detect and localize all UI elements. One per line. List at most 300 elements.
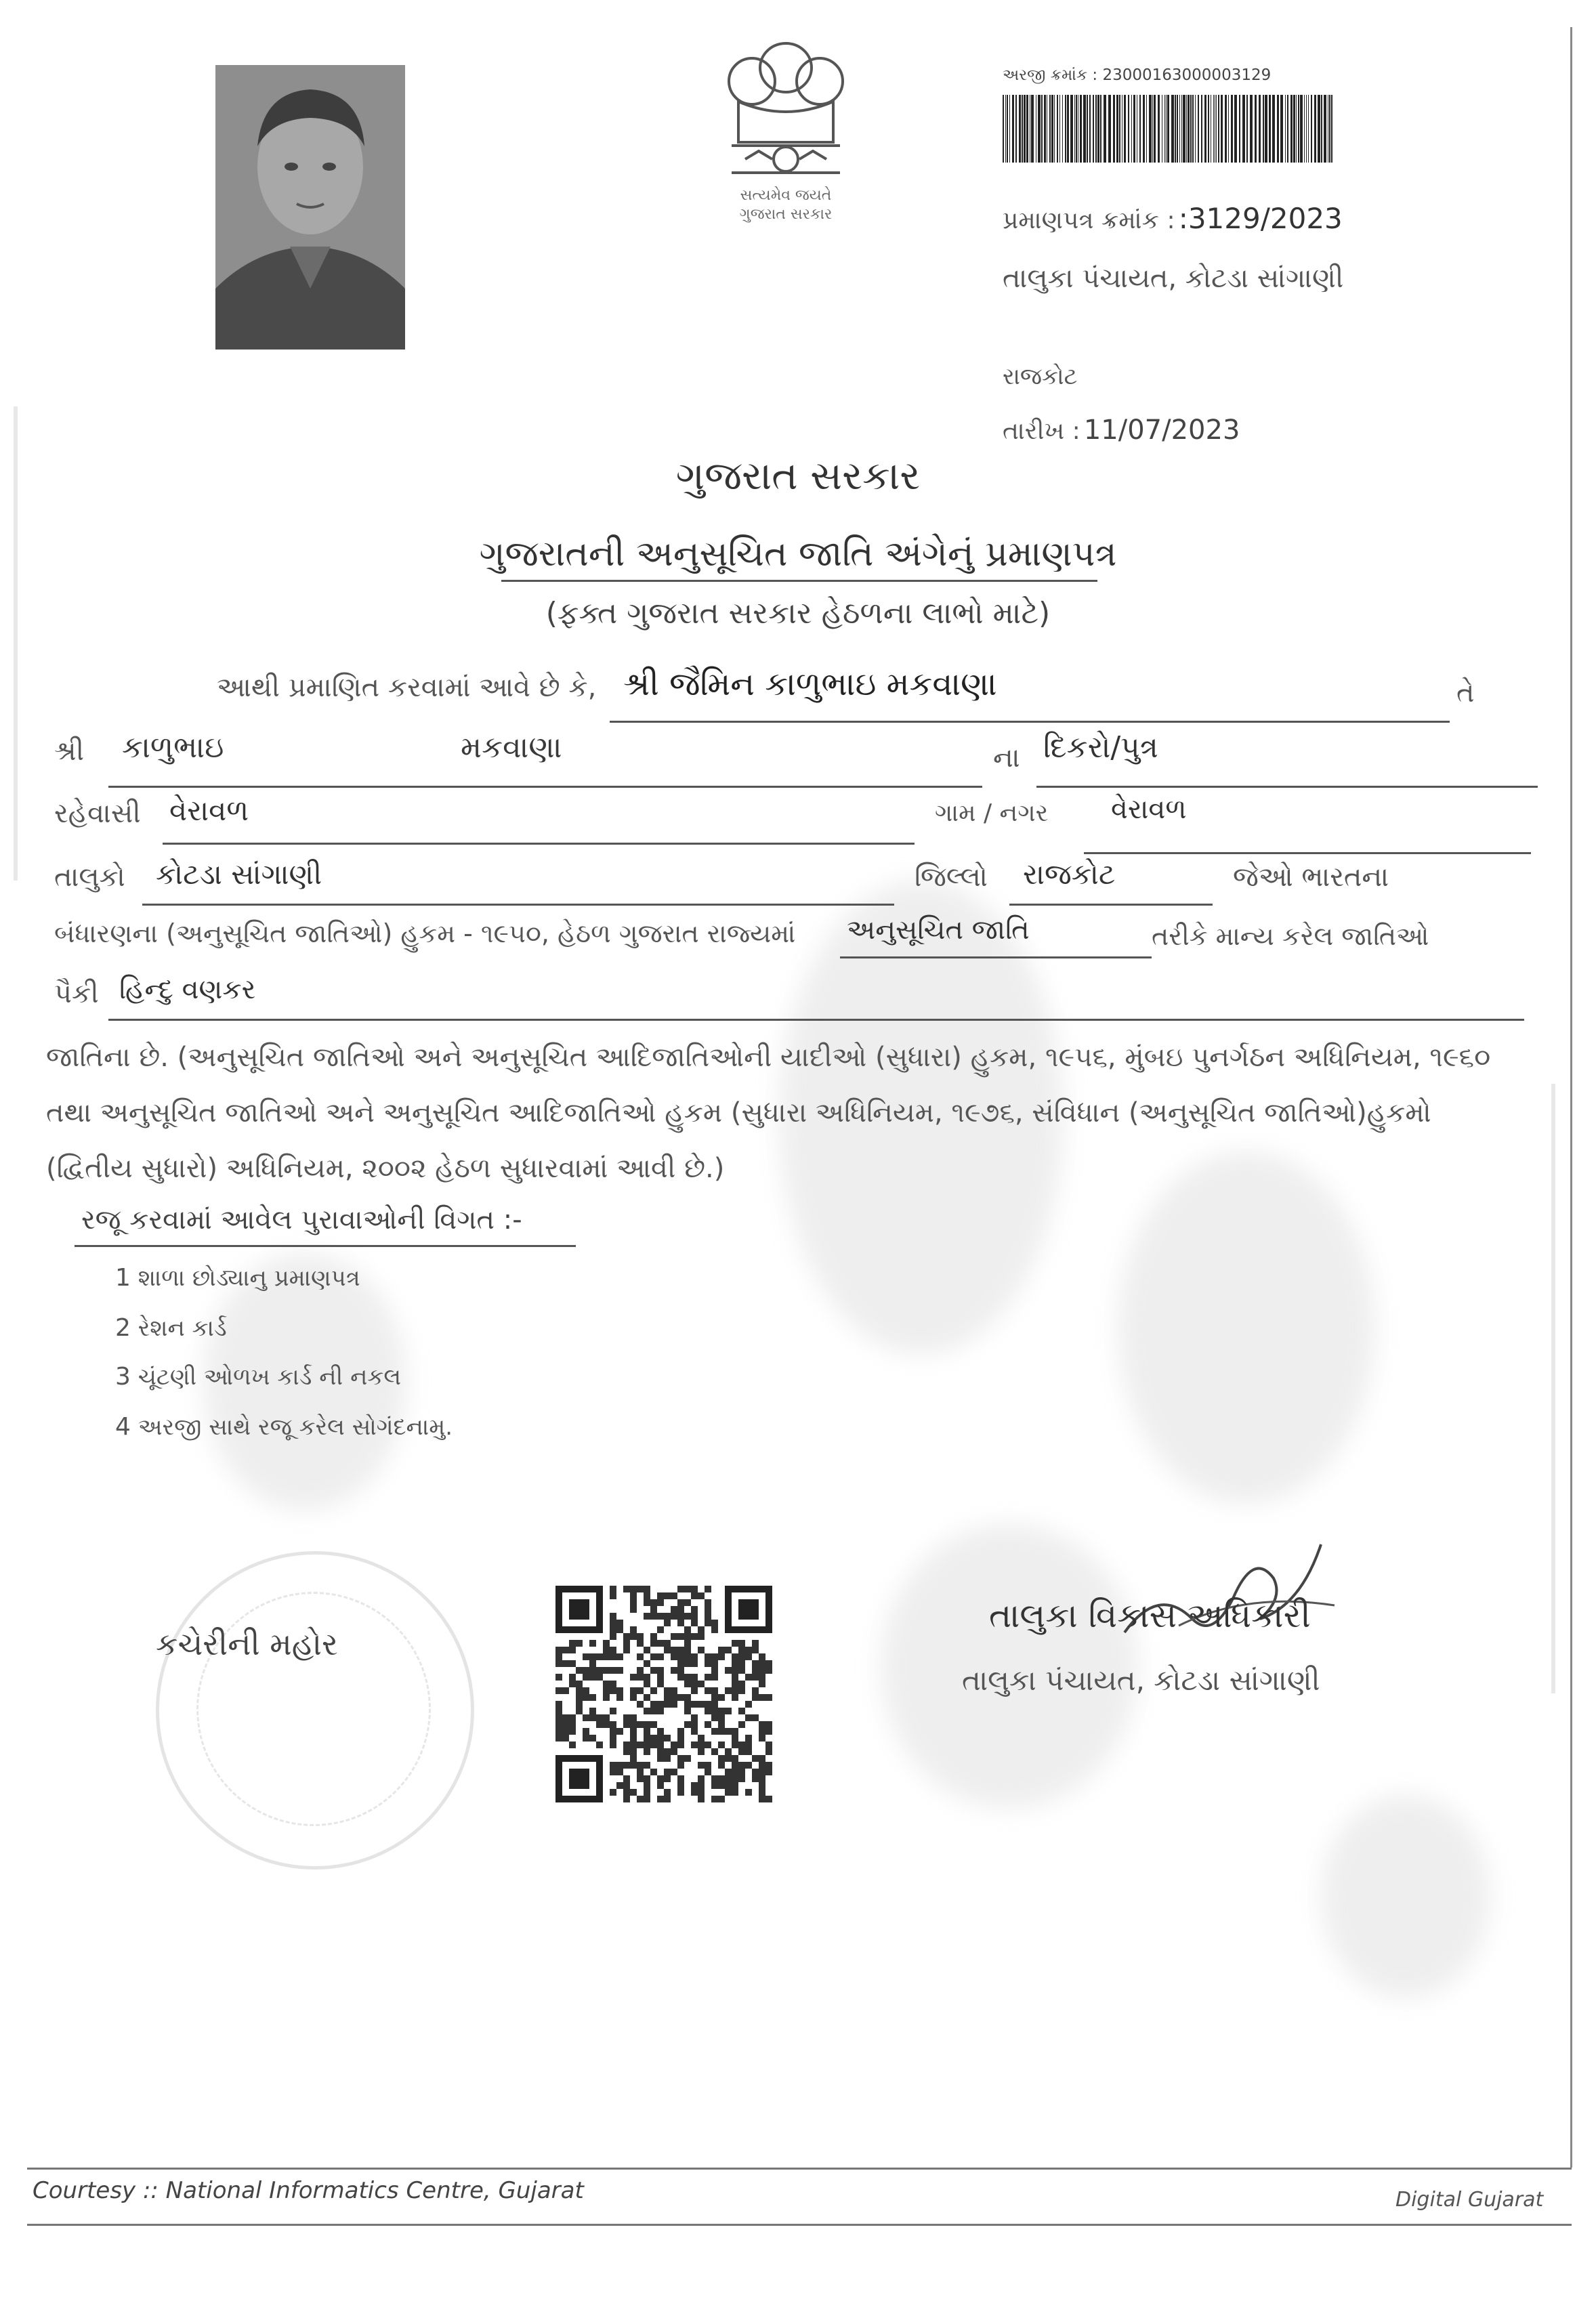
barcode-bar <box>1225 95 1227 163</box>
barcode-bar <box>1177 95 1178 163</box>
evidence-item-text: અરજી સાથે રજૂ કરેલ સોગંદનામુ. <box>138 1414 453 1441</box>
qr-module <box>569 1742 576 1748</box>
barcode-bar <box>1070 95 1073 163</box>
qr-module <box>589 1653 596 1660</box>
qr-module <box>718 1775 725 1782</box>
qr-module <box>671 1742 677 1748</box>
barcode-bar <box>1097 95 1099 163</box>
qr-module <box>555 1653 562 1660</box>
qr-module <box>698 1789 705 1796</box>
qr-module <box>644 1674 650 1681</box>
qr-module <box>765 1762 772 1769</box>
qr-module <box>583 1735 589 1742</box>
qr-module <box>745 1742 752 1748</box>
qr-module <box>698 1647 705 1653</box>
qr-module <box>589 1674 596 1681</box>
qr-module <box>732 1755 738 1762</box>
village-label: ગામ / નગર <box>935 799 1049 827</box>
qr-module <box>589 1694 596 1701</box>
qr-module <box>630 1755 637 1762</box>
qr-module <box>650 1613 657 1620</box>
qr-module <box>752 1687 759 1694</box>
qr-module <box>671 1701 677 1708</box>
qr-module <box>555 1660 562 1667</box>
qr-module <box>759 1681 765 1687</box>
qr-module <box>610 1647 616 1653</box>
applicant-name-underline <box>610 721 1450 723</box>
qr-module <box>705 1701 711 1708</box>
district-value: રાજકોટ <box>1023 858 1116 891</box>
title-underline <box>501 580 1097 582</box>
qr-module <box>691 1782 698 1789</box>
qr-module <box>596 1653 603 1660</box>
qr-module <box>644 1782 650 1789</box>
barcode-bar <box>1183 95 1185 163</box>
qr-module <box>745 1647 752 1653</box>
scan-smudge <box>1118 1152 1375 1504</box>
barcode-bar <box>1139 95 1141 163</box>
barcode-bar <box>1143 95 1145 163</box>
qr-module <box>664 1701 671 1708</box>
qr-module <box>576 1694 583 1701</box>
evidence-item <box>115 1314 227 1342</box>
issue-date-label: તારીખ : <box>1003 417 1080 445</box>
qr-module <box>616 1728 623 1735</box>
qr-module <box>650 1701 657 1708</box>
qr-module <box>630 1721 637 1728</box>
qr-finder-pattern <box>569 1599 589 1620</box>
qr-module <box>623 1714 630 1721</box>
barcode-bar <box>1007 95 1008 163</box>
barcode-bar <box>1133 95 1135 163</box>
qr-module <box>759 1653 765 1660</box>
qr-module <box>623 1782 630 1789</box>
qr-module <box>684 1708 691 1714</box>
qr-module <box>705 1674 711 1681</box>
issue-date-value: 11/07/2023 <box>1083 415 1240 446</box>
qr-module <box>698 1742 705 1748</box>
qr-module <box>698 1762 705 1769</box>
qr-module <box>671 1748 677 1755</box>
qr-module <box>732 1742 738 1748</box>
qr-module <box>664 1620 671 1626</box>
qr-module <box>657 1681 664 1687</box>
qr-module <box>657 1613 664 1620</box>
qr-module <box>562 1687 569 1694</box>
qr-module <box>630 1633 637 1640</box>
qr-module <box>738 1775 745 1782</box>
qr-module <box>569 1728 576 1735</box>
qr-module <box>705 1613 711 1620</box>
qr-module <box>677 1613 684 1620</box>
qr-module <box>623 1762 630 1769</box>
qr-module <box>637 1762 644 1769</box>
qr-module <box>562 1660 569 1667</box>
qr-module <box>698 1796 705 1802</box>
qr-module <box>738 1660 745 1667</box>
qr-module <box>650 1687 657 1694</box>
qr-module <box>630 1748 637 1755</box>
barcode-bar <box>1065 95 1066 163</box>
qr-module <box>684 1721 691 1728</box>
qr-module <box>555 1735 562 1742</box>
application-number <box>1003 66 1271 84</box>
qr-module <box>745 1714 752 1721</box>
barcode-bar <box>1022 95 1023 163</box>
qr-module <box>765 1796 772 1802</box>
applicant-photo <box>215 65 405 350</box>
qr-module <box>752 1714 759 1721</box>
qr-module <box>725 1782 732 1789</box>
qr-module <box>644 1721 650 1728</box>
qr-module <box>752 1640 759 1647</box>
qr-module <box>623 1775 630 1782</box>
qr-module <box>657 1599 664 1606</box>
qr-module <box>677 1674 684 1681</box>
officer-office: તાલુકા પંચાયત, કોટડા સાંગાણી <box>962 1664 1320 1697</box>
qr-module <box>664 1748 671 1755</box>
barcode-bar <box>1239 95 1240 163</box>
district-label: જિલ્લો <box>915 862 988 893</box>
qr-module <box>555 1701 562 1708</box>
barcode-bar <box>1152 95 1153 163</box>
qr-module <box>644 1647 650 1653</box>
qr-module <box>589 1660 596 1667</box>
qr-module <box>630 1728 637 1735</box>
legal-paragraph: જાતિના છે. (અનુસૂચિત જાતિઓ અને અનુસૂચિત આદિજાતિઓની યાદીઓ (સુધારા) હુકમ, ૧૯૫૬, મુંબઇ પુનર્ગઠન અધિનિયમ, ૧૯૬૦ તથા અનુસૂચિત જાતિઓ અને અનુસૂચિત આદિજાતિઓ હુકમ (સુધારા અધિનિયમ, ૧૯૭૬, સંવિધાન (અનુસૂચિત જાતિઓ)હુકમો (દ્વિતીય સુધારો) અધિનિયમ, ૨૦૦૨ હેઠળ સુધારવામાં આવી છે.) <box>46 1042 1491 1184</box>
barcode-bar <box>1158 95 1160 163</box>
qr-module <box>610 1789 616 1796</box>
qr-module <box>596 1742 603 1748</box>
qr-module <box>677 1742 684 1748</box>
qr-module <box>738 1640 745 1647</box>
qr-module <box>765 1728 772 1735</box>
barcode-bar <box>1198 95 1199 163</box>
qr-module <box>644 1789 650 1796</box>
qr-module <box>637 1775 644 1782</box>
qr-module <box>610 1626 616 1633</box>
barcode-bar <box>1019 95 1021 163</box>
barcode-bar <box>1003 95 1004 163</box>
qr-module <box>664 1755 671 1762</box>
qr-module <box>745 1701 752 1708</box>
qr-module <box>711 1708 718 1714</box>
relation: દિકરો/પુત્ર <box>1043 730 1158 765</box>
qr-module <box>691 1701 698 1708</box>
barcode-bar <box>1175 95 1176 163</box>
qr-module <box>677 1633 684 1640</box>
qr-module <box>711 1728 718 1735</box>
qr-module <box>684 1599 691 1606</box>
qr-module <box>603 1653 610 1660</box>
qr-module <box>576 1708 583 1714</box>
application-number-label: અરજી ક્રમાંક : <box>1003 66 1098 84</box>
qr-module <box>637 1674 644 1681</box>
qr-module <box>650 1653 657 1660</box>
qr-module <box>583 1667 589 1674</box>
barcode-bar <box>1259 95 1261 163</box>
qr-module <box>671 1667 677 1674</box>
barcode-bar <box>1329 95 1330 163</box>
qr-module <box>738 1748 745 1755</box>
barcode-bar <box>1057 95 1058 163</box>
qr-module <box>589 1640 596 1647</box>
qr-module <box>732 1789 738 1796</box>
caste-underline <box>108 1019 1524 1021</box>
qr-module <box>732 1660 738 1667</box>
applicant-name: શ્રી જૈમિન કાળુભાઇ મકવાણા <box>623 665 997 703</box>
qr-module <box>616 1653 623 1660</box>
issuing-office: તાલુકા પંચાયત, કોટડા સાંગાણી <box>1003 263 1344 294</box>
qr-module <box>705 1762 711 1769</box>
qr-module <box>610 1681 616 1687</box>
qr-module <box>705 1660 711 1667</box>
barcode-bar <box>1331 95 1332 163</box>
qr-module <box>705 1620 711 1626</box>
qr-module <box>691 1620 698 1626</box>
qr-module <box>657 1667 664 1674</box>
barcode-bar <box>1204 95 1206 163</box>
qr-module <box>637 1742 644 1748</box>
qr-module <box>569 1714 576 1721</box>
qr-module <box>745 1653 752 1660</box>
qr-module <box>603 1687 610 1694</box>
qr-module <box>752 1647 759 1653</box>
barcode-bar <box>1285 95 1286 163</box>
qr-module <box>657 1775 664 1782</box>
qr-module <box>603 1694 610 1701</box>
qr-module <box>711 1714 718 1721</box>
qr-module <box>752 1667 759 1674</box>
qr-module <box>664 1735 671 1742</box>
qr-module <box>671 1653 677 1660</box>
qr-module <box>555 1674 562 1681</box>
qr-module <box>562 1735 569 1742</box>
qr-module <box>752 1674 759 1681</box>
qr-module <box>657 1742 664 1748</box>
qr-module <box>765 1667 772 1674</box>
barcode-bar <box>1318 95 1320 163</box>
qr-module <box>623 1640 630 1647</box>
issue-date <box>1003 415 1240 446</box>
qr-module <box>732 1640 738 1647</box>
qr-module <box>718 1762 725 1769</box>
certificate-number-label: પ્રમાણપત્ર ક્રમાંક : <box>1003 207 1175 234</box>
qr-module <box>759 1755 765 1762</box>
barcode-bar <box>1181 95 1182 163</box>
qr-module <box>752 1660 759 1667</box>
qr-module <box>583 1687 589 1694</box>
qr-module <box>711 1701 718 1708</box>
qr-module <box>691 1586 698 1592</box>
qr-module <box>610 1613 616 1620</box>
barcode-bar <box>1093 95 1094 163</box>
qr-module <box>711 1694 718 1701</box>
qr-module <box>644 1796 650 1802</box>
barcode-bar <box>1154 95 1156 163</box>
qr-module <box>745 1674 752 1681</box>
barcode-bar <box>1095 95 1097 163</box>
qr-module <box>555 1714 562 1721</box>
qr-module <box>650 1633 657 1640</box>
qr-module <box>562 1728 569 1735</box>
qr-module <box>759 1674 765 1681</box>
qr-module <box>684 1701 691 1708</box>
barcode-bar <box>1024 95 1026 163</box>
qr-module <box>705 1606 711 1613</box>
qr-module <box>718 1782 725 1789</box>
qr-module <box>677 1694 684 1701</box>
barcode-bar <box>1250 95 1253 163</box>
relation-underline <box>1036 786 1538 788</box>
barcode-bar <box>1216 95 1217 163</box>
qr-module <box>657 1701 664 1708</box>
qr-module <box>603 1681 610 1687</box>
qr-module <box>610 1769 616 1775</box>
qr-module <box>623 1586 630 1592</box>
qr-module <box>589 1714 596 1721</box>
barcode-bar <box>1113 95 1115 163</box>
evidence-item-number: 1 <box>115 1264 131 1292</box>
qr-module <box>671 1687 677 1694</box>
barcode-bar <box>1272 95 1275 163</box>
qr-module <box>684 1613 691 1620</box>
qr-module <box>765 1769 772 1775</box>
qr-module <box>752 1769 759 1775</box>
qr-module <box>711 1626 718 1633</box>
qr-module <box>711 1796 718 1802</box>
qr-module <box>725 1708 732 1714</box>
qr-module <box>738 1687 745 1694</box>
barcode-bar <box>1044 95 1046 163</box>
qr-module <box>657 1653 664 1660</box>
qr-module <box>589 1735 596 1742</box>
qr-code <box>555 1585 772 1803</box>
barcode-bar <box>1005 95 1006 163</box>
qr-module <box>589 1708 596 1714</box>
qr-module <box>698 1782 705 1789</box>
evidence-heading: રજૂ કરવામાં આવેલ પુરાવાઓની વિગત :- <box>81 1204 522 1236</box>
emblem-caption-2: ગુજરાત સરકાર <box>739 206 833 223</box>
barcode-bar <box>1089 95 1091 163</box>
barcode-bar <box>1179 95 1180 163</box>
qr-module <box>630 1687 637 1694</box>
qr-module <box>738 1769 745 1775</box>
qr-module <box>569 1640 576 1647</box>
qr-module <box>684 1755 691 1762</box>
qr-module <box>657 1755 664 1762</box>
qr-module <box>562 1714 569 1721</box>
barcode-bar <box>1192 95 1194 163</box>
qr-module <box>684 1660 691 1667</box>
qr-module <box>644 1728 650 1735</box>
qr-module <box>718 1742 725 1748</box>
barcode-bar <box>1083 95 1086 163</box>
qr-module <box>616 1687 623 1694</box>
qr-module <box>650 1599 657 1606</box>
qr-module <box>684 1633 691 1640</box>
qr-module <box>677 1586 684 1592</box>
qr-module <box>718 1755 725 1762</box>
qr-module <box>596 1721 603 1728</box>
qr-module <box>610 1742 616 1748</box>
qr-module <box>583 1694 589 1701</box>
qr-module <box>705 1586 711 1592</box>
father-last-name: મકવાણા <box>461 730 562 765</box>
barcode-bar <box>1015 95 1017 163</box>
qr-module <box>718 1653 725 1660</box>
qr-module <box>745 1748 752 1755</box>
qr-module <box>616 1762 623 1769</box>
father-name-underline <box>108 786 982 788</box>
qr-module <box>732 1735 738 1742</box>
evidence-item-number: 3 <box>115 1363 131 1391</box>
qr-module <box>718 1796 725 1802</box>
qr-module <box>623 1789 630 1796</box>
qr-module <box>596 1674 603 1681</box>
qr-module <box>705 1742 711 1748</box>
qr-module <box>637 1640 644 1647</box>
evidence-heading-underline <box>75 1245 576 1247</box>
qr-module <box>698 1748 705 1755</box>
qr-module <box>759 1735 765 1742</box>
barcode-bar <box>1012 95 1014 163</box>
qr-module <box>759 1721 765 1728</box>
barcode-bar <box>1306 95 1307 163</box>
qr-module <box>569 1647 576 1653</box>
qr-module <box>555 1728 562 1735</box>
barcode-bar <box>1242 95 1245 163</box>
barcode-bar <box>1190 95 1192 163</box>
qr-module <box>698 1775 705 1782</box>
qr-module <box>691 1742 698 1748</box>
qr-module <box>644 1735 650 1742</box>
barcode-bar <box>1062 95 1063 163</box>
qr-module <box>698 1735 705 1742</box>
qr-module <box>711 1687 718 1694</box>
qr-module <box>644 1708 650 1714</box>
qr-module <box>637 1796 644 1802</box>
qr-module <box>691 1660 698 1667</box>
barcode-bar <box>1287 95 1288 163</box>
barcode-bar <box>1321 95 1322 163</box>
qr-module <box>684 1674 691 1681</box>
qr-module <box>610 1633 616 1640</box>
qr-module <box>623 1721 630 1728</box>
qr-module <box>637 1721 644 1728</box>
qr-module <box>711 1667 718 1674</box>
qr-module <box>711 1660 718 1667</box>
qr-module <box>705 1687 711 1694</box>
qr-module <box>610 1721 616 1728</box>
qr-module <box>650 1606 657 1613</box>
qr-module <box>684 1681 691 1687</box>
barcode-bar <box>1195 95 1196 163</box>
father-first-name: કાળુભાઇ <box>122 730 224 765</box>
qr-module <box>671 1606 677 1613</box>
qr-module <box>630 1586 637 1592</box>
qr-module <box>630 1626 637 1633</box>
application-number-value: 23000163000003129 <box>1102 66 1272 84</box>
evidence-item-text: શાળા છોડ્યાનુ પ્રમાણપત્ર <box>138 1265 360 1292</box>
qr-module <box>711 1620 718 1626</box>
qr-module <box>650 1708 657 1714</box>
qr-module <box>671 1694 677 1701</box>
caste-value: હિન્દુ વણકર <box>119 974 256 1005</box>
certificate-title: ગુજરાતની અનુસૂચિત જાતિ અંગેનું પ્રમાણપત્ર <box>479 534 1117 574</box>
qr-module <box>657 1640 664 1647</box>
barcode-bar <box>1124 95 1126 163</box>
